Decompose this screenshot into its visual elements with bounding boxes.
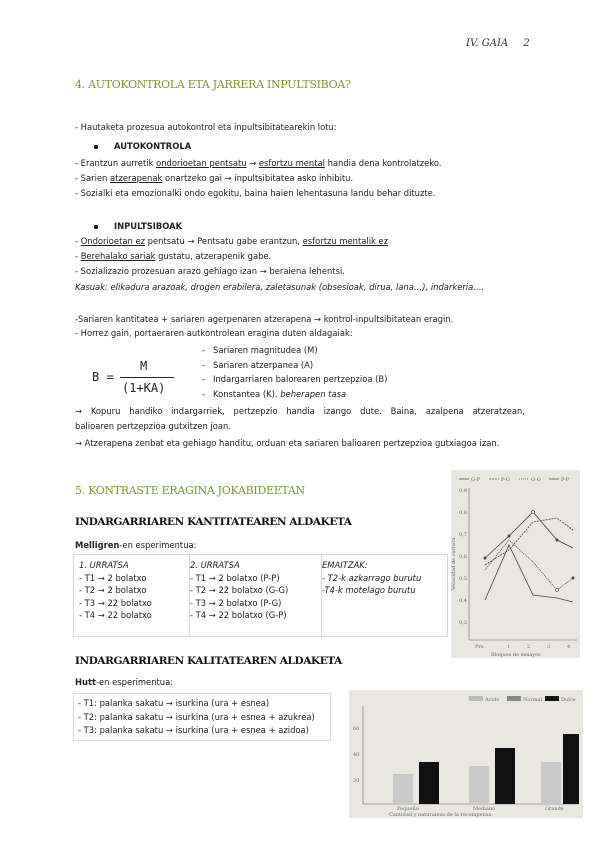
y-tick-label: 40	[353, 752, 360, 758]
section-5-title: 5. KONTRASTE ERAGINA JOKABIDEETAN	[75, 484, 305, 497]
y-tick-label: 0,6	[459, 554, 467, 560]
table-column-urratsa-2	[185, 555, 322, 636]
table-cell: - T4 → 22 bolatxo	[79, 610, 152, 620]
table-cell: - T2 → 2 bolatxo	[79, 585, 147, 595]
melligren-experiment-label: Melligren-en esperimentua:	[75, 540, 197, 550]
formula-denominator: (1+KA)	[122, 381, 166, 395]
bullet-autokontrola	[94, 141, 191, 151]
formula-numerator: M	[140, 359, 148, 373]
hutt-bar-chart	[349, 690, 583, 818]
inpultsiboak-line-3: - Sozializazio prozesuan arazo gehiago izan → beraiena lehentsi.	[75, 266, 345, 276]
autokontrola-line-2: - Sarien atzerapenak onartzeko gai → inpultsibitatea asko inhibitu.	[75, 173, 354, 183]
x-tick-label: 2	[527, 644, 531, 650]
section-4-intro: - Hautaketa prozesua autokontrol eta inpultsibitatearekin lotu:	[75, 122, 337, 132]
legend-swatch	[507, 696, 521, 701]
melligren-table	[73, 554, 448, 637]
x-tick-label: Grande	[545, 806, 564, 812]
x-tick-label: 1	[507, 644, 511, 650]
x-tick-label: Mediano	[473, 806, 496, 812]
chart-legend	[459, 477, 570, 483]
table-cell: - T1 → 2 bolatxo	[79, 572, 147, 583]
table-cell: - T3 → 22 bolatxo	[79, 597, 152, 608]
x-tick-label: 4	[567, 644, 571, 650]
formula-lhs: B =	[92, 370, 114, 384]
legend-label: P-G	[501, 477, 510, 483]
running-header	[466, 38, 530, 49]
variables-list	[202, 343, 387, 401]
melligren-line-chart	[451, 470, 580, 658]
section-4-title: 4. AUTOKONTROLA ETA JARRERA INPULTSIBOA?	[75, 78, 351, 91]
y-tick-label: 0,3	[459, 620, 467, 626]
y-tick-label: 0,4	[459, 598, 467, 604]
autokontrola-heading: AUTOKONTROLA	[114, 141, 192, 151]
paragraph-kopuru-a: → Kopuru handiko indargarriek, pertzepzio handia izango dute. Baina, azalpena atzeratzean,	[75, 406, 525, 416]
x-tick-label: Pre	[475, 644, 484, 650]
chart-legend	[469, 696, 576, 703]
variable-item: - Indargarriaren balorearen pertzepzioa (B)	[202, 374, 388, 384]
legend-label: G-P	[471, 477, 481, 483]
table-cell: - T1 → 2 bolatxo (P-P)	[190, 572, 280, 583]
legend-label: G-G	[531, 477, 541, 483]
subsection-kantitatea: INDARGARRIAREN KANTITATEAREN ALDAKETA	[75, 516, 352, 528]
variable-item: - Sariaren atzerpanea (A)	[202, 359, 314, 370]
hutt-item: - T1: palanka sakatu → isurkina (ura + esnea)	[78, 698, 270, 708]
figure-melligren-graph	[451, 470, 580, 658]
inpultsiboak-line-2: - Berehalako sariak gustatu, atzerapenik gabe.	[75, 251, 272, 261]
bullet-inpultsiboak	[94, 221, 182, 231]
y-tick-label: 0,8	[459, 510, 467, 516]
y-tick-label: 0,5	[459, 576, 467, 582]
paragraph-sari-kantitatea: -Sariaren kantitatea + sariaren agerpenaren atzerapena → kontrol-inpultsibitatean eragin.	[75, 314, 454, 324]
table-cell: - T3 → 2 bolatxo (P-G)	[190, 597, 282, 608]
bullet-dot	[94, 225, 98, 229]
x-tick-label: Pequeño	[397, 806, 419, 812]
paragraph-atzerapena: → Atzerapena zenbat eta gehiago handitu, orduan eta sariaren balioaren pertzepzioa gutxiagoa izan.	[75, 438, 500, 448]
autokontrola-line-3: - Sozialki eta emozionalki ondo egokitu, baina haien lehentasuna landu behar dituzte.	[75, 188, 436, 198]
y-tick-label: 20	[353, 778, 360, 784]
y-tick-label: 0,7	[459, 532, 467, 538]
table-cell: - T2 → 22 bolatxo (G-G)	[190, 585, 289, 595]
bullet-dot	[94, 145, 98, 149]
figure-hutt-bar-chart	[349, 690, 583, 818]
series-lines	[484, 511, 575, 603]
header-chapter: IV. GAIA	[466, 38, 509, 49]
table-cell: -T4-k motelago burutu	[322, 585, 416, 595]
hutt-box	[73, 693, 331, 741]
table-column-urratsa-1	[74, 555, 190, 636]
formula-fraction-bar	[120, 377, 174, 378]
autokontrola-line-1: - Erantzun aurretik ondorioetan pentsatu → esfortzu mental handia dena kontrolatzeko.	[75, 158, 442, 168]
legend-label: Ácido	[485, 697, 500, 703]
paragraph-kopuru-b: balioaren pertzepzioa gutxitzen joan.	[75, 421, 231, 431]
paragraph-aldagaiak: - Horrez gain, portaeraren autkontrolean eragina duten aldagaiak:	[75, 328, 353, 338]
table-cell: - T4 → 22 bolatxo (G-P)	[190, 610, 287, 620]
legend-swatch	[469, 696, 483, 701]
column-heading: 1. URRATSA	[79, 560, 129, 570]
bars	[393, 734, 579, 804]
header-page-number: 2	[523, 38, 530, 49]
variable-item: - Sariaren magnitudea (M)	[202, 345, 318, 355]
inpultsiboak-line-1: - Ondorioetan ez pentsatu → Pentsatu gabe erantzun, esfortzu mentalik ez	[75, 236, 389, 246]
x-axis-label: Bloques de ensayos	[491, 652, 541, 658]
x-axis-label: Cantidad y naturaleza de la recompensa	[389, 812, 492, 818]
hutt-item: - T2: palanka sakatu → isurkina (ura + esnea + azukrea)	[78, 711, 315, 722]
inpultsiboak-heading: INPULTSIBOAK	[114, 221, 183, 231]
column-heading: EMAITZAK:	[322, 560, 368, 570]
legend-swatch	[545, 696, 559, 701]
legend-label: Dulce	[561, 697, 576, 703]
inpultsiboak-cases: Kasuak: elikadura arazoak, drogen erabilera, zaletasunak (obsesioak, dirua, lana…), indarkeria….	[75, 282, 485, 292]
x-tick-label: 3	[547, 644, 551, 650]
table-column-emaitzak	[322, 555, 442, 636]
subsection-kalitatea: INDARGARRIAREN KALITATEAREN ALDAKETA	[75, 655, 342, 667]
hutt-experiment-label: Hutt-en esperimentua:	[75, 677, 174, 687]
hutt-item: - T3: palanka sakatu → isurkina (ura + esnea + azidoa)	[78, 725, 309, 735]
table-cell: - T2-k azkarrago burutu	[322, 572, 422, 583]
variable-item: - Konstantea (K). beherapen tasa	[202, 388, 347, 399]
y-axis-label: Velocidad de carrera	[451, 537, 457, 590]
y-tick-label: 60	[353, 726, 360, 732]
y-tick-label: 0,9	[459, 488, 467, 494]
column-heading: 2. URRATSA	[190, 560, 240, 570]
legend-label: P-P	[561, 477, 570, 483]
legend-label: Normal	[523, 697, 543, 703]
